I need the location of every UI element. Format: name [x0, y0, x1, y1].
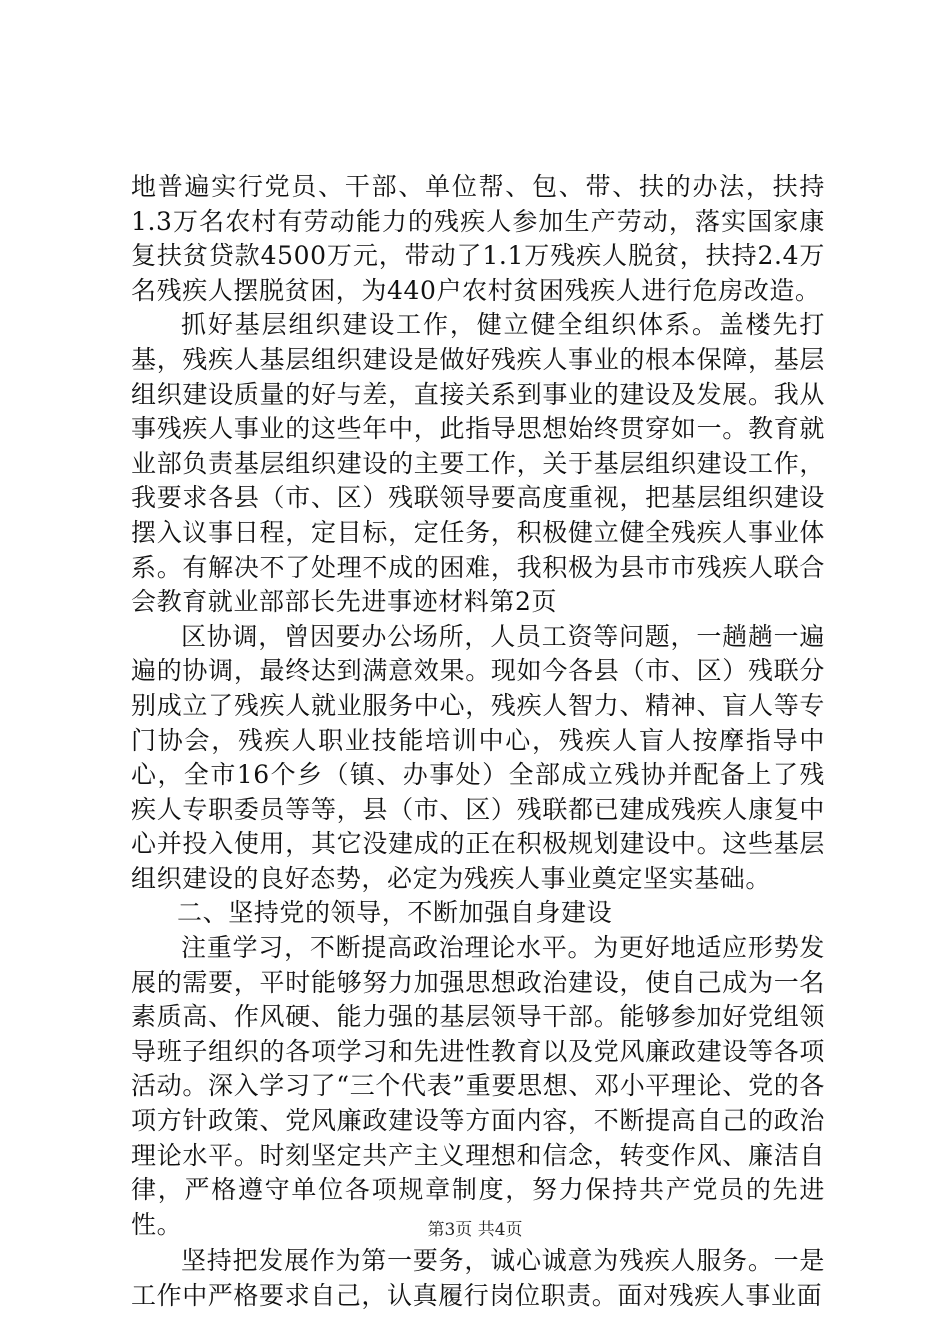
paragraph-1: 地普遍实行党员、干部、单位帮、包、带、扶的办法，扶持1.3万名农村有劳动能力的残疾人参加生产劳动，落实国家康复扶贫贷款4500万元，带动了1.1万残疾人脱贫，扶持2.4万名残疾人摆脱贫困，为440户农村贫困残疾人进行危房改造。: [131, 172, 825, 305]
paragraph-2: 抓好基层组织建设工作，健立健全组织体系。盖楼先打基，残疾人基层组织建设是做好残疾人事业的根本保障，基层组织建设质量的好与差，直接关系到事业的建设及发展。我从事残疾人事业的这些年中，此指导思想始终贯穿如一。教育就业部负责基层组织建设的主要工作，关于基层组织建设工作，我要求各县（市、区）残联领导要高度重视，把基层组织建设摆入议事日程，定目标，定任务，积极健立健全残疾人事业体系。有解决不了处理不成的困难，我积极为县市市残疾人联合会教育就业部部长先进事迹材料第2页: [131, 310, 825, 617]
section-heading: 二、坚持党的领导，不断加强自身建设: [177, 898, 613, 928]
document-body: [131, 170, 825, 1314]
page-footer: 第3页 共4页: [427, 1220, 523, 1240]
paragraph-5: 坚持把发展作为第一要务，诚心诚意为残疾人服务。一是工作中严格要求自己，认真履行岗位职责。面对残疾人事业面: [131, 1246, 825, 1310]
paragraph-4: 注重学习，不断提高政治理论水平。为更好地适应形势发展的需要，平时能够努力加强思想政治建设，使自己成为一名素质高、作风硬、能力强的基层领导干部。能够参加好党组领导班子组织的各项学习和先进性教育以及党风廉政建设等各项活动。深入学习了“三个代表”重要思想、邓小平理论、党的各项方针政策、党风廉政建设等方面内容，不断提高自己的政治理论水平。时刻坚定共产主义理想和信念，转变作风、廉洁自律，严格遵守单位各项规章制度，努力保持共产党员的先进性。: [131, 933, 825, 1239]
paragraph-3: 区协调，曾因要办公场所，人员工资等问题，一趟趟一遍遍的协调，最终达到满意效果。现如今各县（市、区）残联分别成立了残疾人就业服务中心，残疾人智力、精神、盲人等专门协会，残疾人职业技能培训中心，残疾人盲人按摩指导中心，全市16个乡（镇、办事处）全部成立残协并配备上了残疾人专职委员等等，县（市、区）残联都已建成残疾人康复中心并投入使用，其它没建成的正在积极规划建设中。这些基层组织建设的良好态势，必定为残疾人事业奠定坚实基础。: [131, 621, 825, 893]
